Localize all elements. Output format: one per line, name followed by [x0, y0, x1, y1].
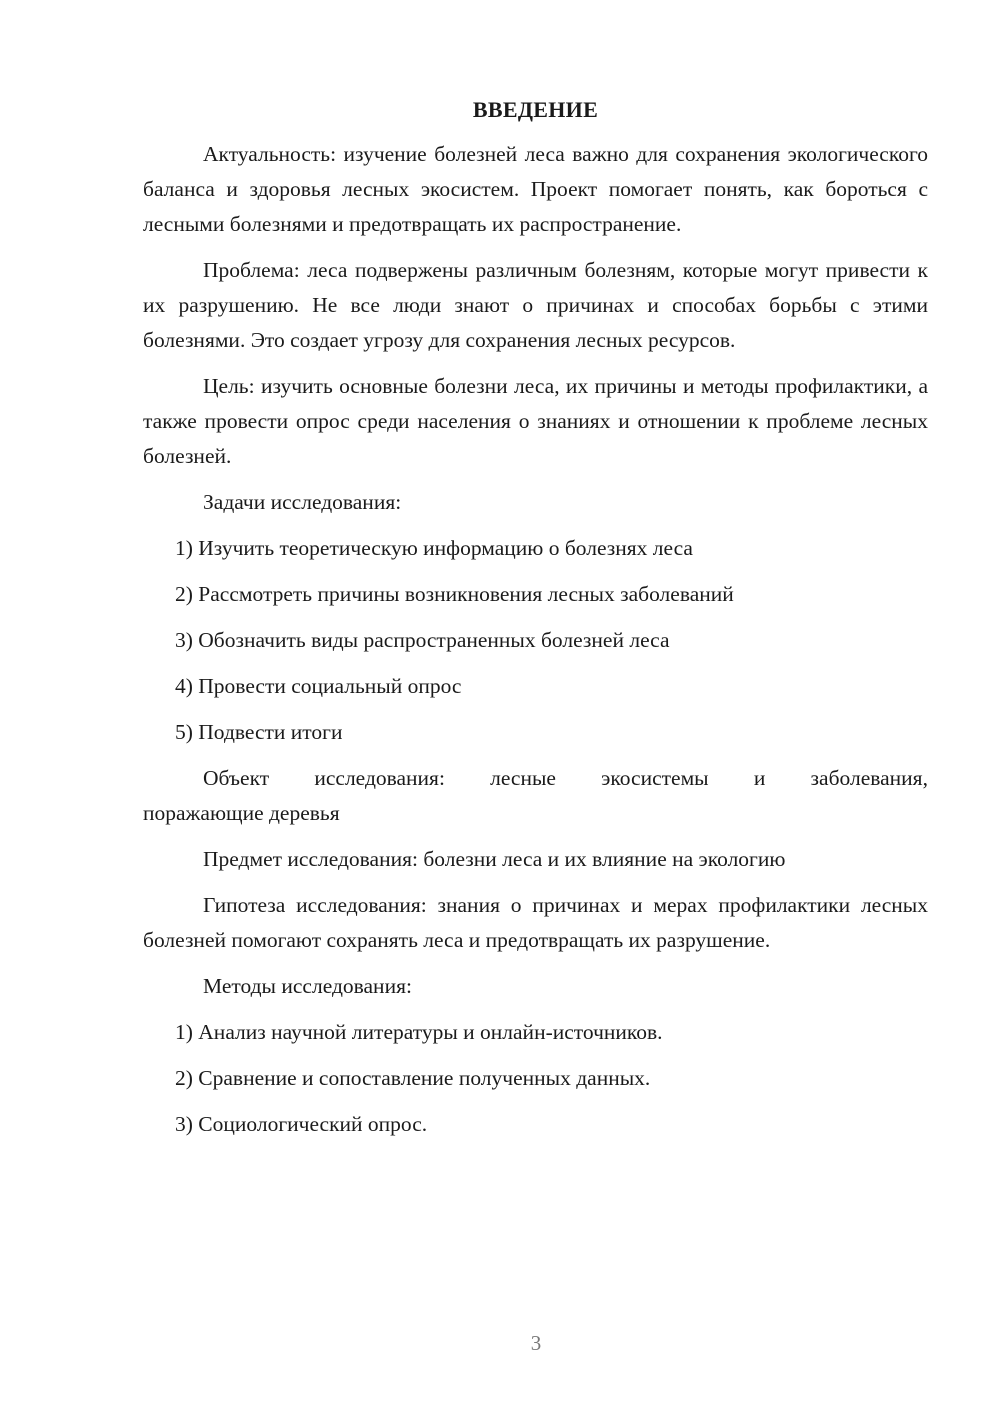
document-content — [143, 94, 928, 1153]
subject-paragraph: Предмет исследования: болезни леса и их влияние на экологию — [203, 847, 786, 871]
section-heading: ВВЕДЕНИЕ — [472, 97, 599, 122]
task-item: 3) Обозначить виды распространенных болезней леса — [175, 628, 670, 652]
object-word: исследования: — [314, 766, 445, 790]
method-item: 3) Социологический опрос. — [175, 1112, 428, 1136]
task-item: 2) Рассмотреть причины возникновения лесных заболеваний — [175, 582, 734, 606]
object-paragraph — [143, 761, 928, 831]
problem-paragraph: Проблема: леса подвержены различным болезням, которые могут привести к их разрушению. Не все люди знают о причинах и способах борьбы с этими болезнями. Это создает угрозу для сохранения лесных ресурсов. — [143, 258, 928, 352]
goal-paragraph: Цель: изучить основные болезни леса, их причины и методы профилактики, а также провести опрос среди населения о знаниях и отношении к проблеме лесных болезней. — [143, 374, 928, 468]
methods-label: Методы исследования: — [203, 974, 412, 998]
method-item: 2) Сравнение и сопоставление полученных данных. — [175, 1066, 651, 1090]
object-word: заболевания, — [810, 766, 928, 790]
object-first-line — [143, 761, 928, 796]
object-word: экосистемы — [601, 766, 709, 790]
task-item: 5) Подвести итоги — [175, 720, 343, 744]
object-word: и — [753, 766, 766, 790]
hypothesis-paragraph: Гипотеза исследования: знания о причинах и мерах профилактики лесных болезней помогают сохранять леса и предотвращать их разрушение. — [143, 893, 928, 952]
relevance-paragraph: Актуальность: изучение болезней леса важно для сохранения экологического баланса и здоровья лесных экосистем. Проект помогает понять, как бороться с лесными болезнями и предотвращать их распространение. — [143, 142, 928, 236]
page-number: 3 — [530, 1331, 542, 1355]
object-continuation: поражающие деревья — [143, 801, 340, 825]
method-item: 1) Анализ научной литературы и онлайн-источников. — [175, 1020, 663, 1044]
task-item: 1) Изучить теоретическую информацию о болезнях леса — [175, 536, 693, 560]
object-word: лесные — [490, 766, 556, 790]
tasks-label: Задачи исследования: — [203, 490, 402, 514]
object-word: Объект — [203, 766, 270, 790]
task-item: 4) Провести социальный опрос — [175, 674, 462, 698]
